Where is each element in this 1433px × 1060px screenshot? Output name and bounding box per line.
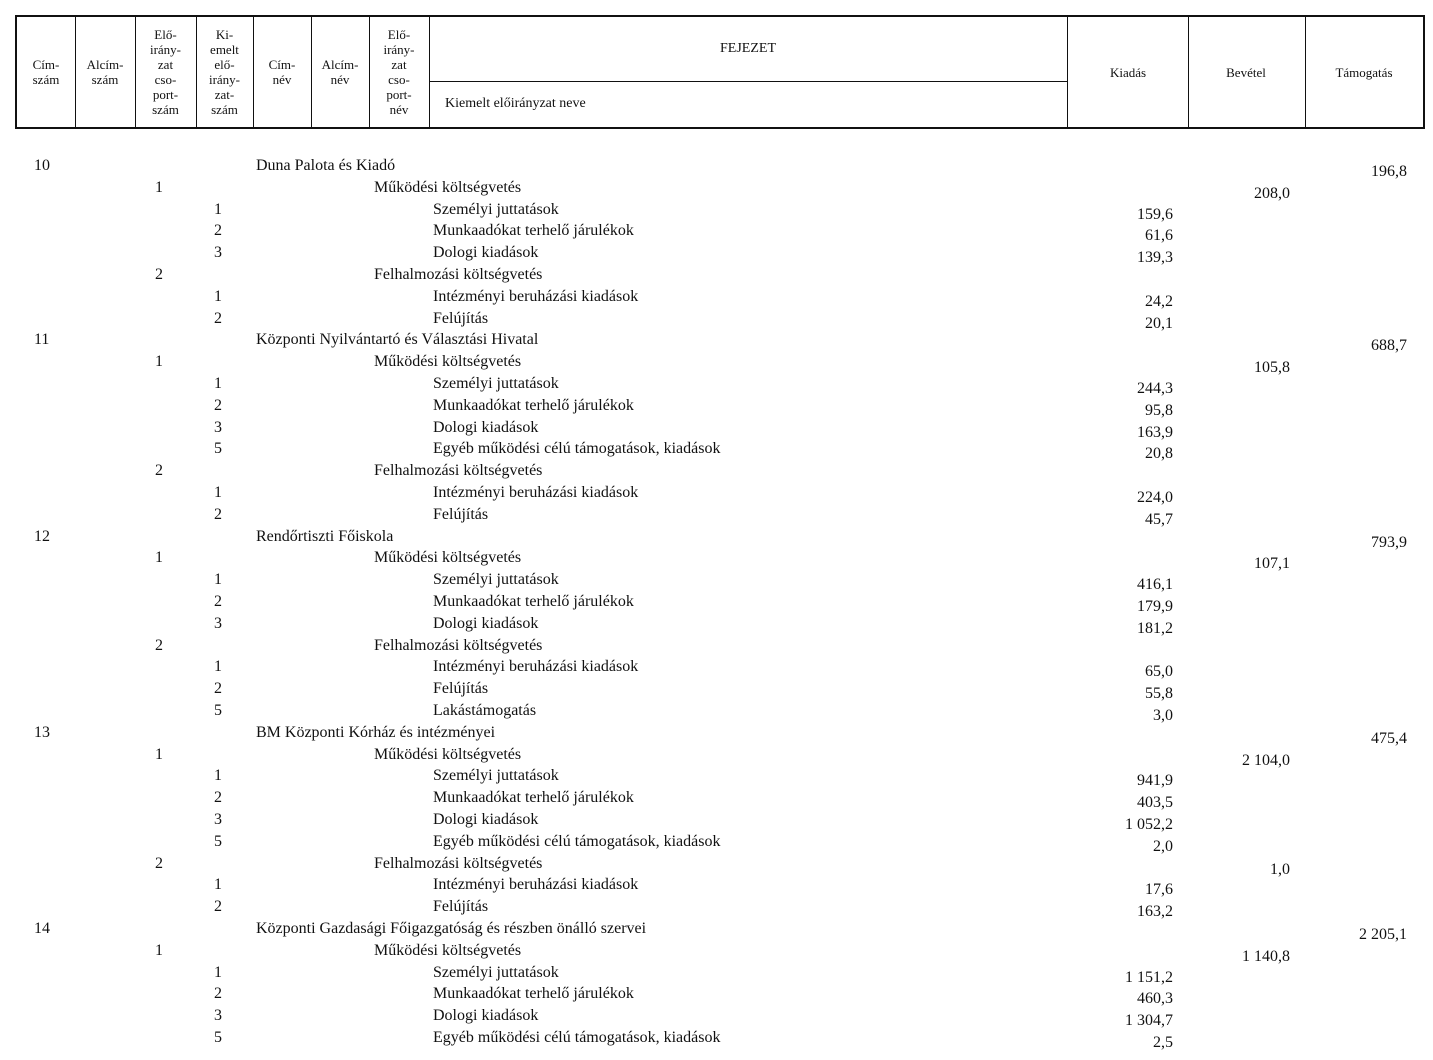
row-kiadas: 181,2 — [1137, 619, 1173, 637]
row-name: Működési költségvetés — [374, 353, 522, 371]
row-kiadas: 163,9 — [1137, 423, 1173, 441]
row-name: Személyi juttatások — [433, 571, 559, 589]
row-kiadas: 139,3 — [1137, 249, 1173, 267]
row-number: 1 — [155, 941, 163, 959]
row-name: Munkaadókat terhelő járulékok — [433, 789, 634, 807]
row-number: 1 — [214, 375, 222, 392]
table-row — [0, 1029, 1433, 1051]
row-kiadas: 224,0 — [1137, 489, 1173, 506]
row-number: 2 — [214, 222, 222, 240]
row-name: Intézményi beruházási kiadások — [433, 484, 639, 501]
row-kiadas: 416,1 — [1137, 576, 1173, 594]
table-row — [0, 789, 1433, 811]
row-name: Intézményi beruházási kiadások — [433, 658, 639, 676]
row-kiadas: 1 151,2 — [1125, 968, 1173, 986]
row-name: Felhalmozási költségvetés — [374, 636, 543, 654]
row-number: 1 — [155, 549, 163, 567]
row-name: BM Központi Kórház és intézményei — [256, 723, 496, 741]
row-name: Egyéb működési célú támogatások, kiadások — [433, 440, 721, 458]
header-kiemelt-eloiranyzat-neve: Kiemelt előirányzat neve — [445, 96, 586, 111]
row-kiadas: 244,3 — [1137, 380, 1173, 397]
table-row — [0, 157, 1433, 179]
row-number: 2 — [214, 898, 222, 916]
table-row — [0, 419, 1433, 441]
row-number: 2 — [214, 309, 222, 327]
table-row — [0, 637, 1433, 659]
row-kiadas: 17,6 — [1145, 881, 1173, 899]
row-name: Intézményi beruházási kiadások — [433, 287, 639, 305]
row-number: 10 — [34, 157, 50, 174]
header-fejezet: FEJEZET — [429, 17, 1067, 82]
table-row — [0, 506, 1433, 528]
table-row — [0, 266, 1433, 288]
row-name: Felhalmozási költségvetés — [374, 462, 543, 480]
row-name: Dologi kiadások — [433, 1007, 539, 1025]
row-name: Egyéb működési célú támogatások, kiadások — [433, 832, 721, 850]
row-name: Központi Gazdasági Főigazgatóság és részben önálló szervei — [256, 920, 647, 937]
row-number: 2 — [214, 505, 222, 523]
row-tamogatas: 2 205,1 — [1359, 926, 1407, 943]
row-number: 1 — [155, 745, 163, 763]
row-number: 3 — [214, 418, 222, 436]
row-number: 2 — [155, 462, 163, 480]
row-kiadas: 460,3 — [1137, 990, 1173, 1008]
row-number: 3 — [214, 811, 222, 828]
table-row — [0, 222, 1433, 244]
table-row — [0, 855, 1433, 877]
table-row — [0, 179, 1433, 201]
row-name: Felhalmozási költségvetés — [374, 854, 543, 872]
row-number: 1 — [214, 200, 222, 218]
row-kiadas: 95,8 — [1145, 401, 1173, 419]
row-name: Központi Nyilvántartó és Választási Hivatal — [256, 331, 539, 349]
table-row — [0, 244, 1433, 266]
row-kiadas: 61,6 — [1145, 227, 1173, 245]
row-name: Felújítás — [433, 309, 489, 327]
row-tamogatas: 196,8 — [1371, 163, 1407, 180]
row-name: Dologi kiadások — [433, 811, 539, 828]
table-row — [0, 658, 1433, 680]
table-row — [0, 375, 1433, 397]
row-bevetel: 105,8 — [1254, 359, 1290, 377]
table-row — [0, 680, 1433, 702]
table-row — [0, 1007, 1433, 1029]
header-cim-nev: Cím- név — [253, 17, 312, 127]
table-row — [0, 353, 1433, 375]
row-number: 1 — [214, 658, 222, 676]
table-row — [0, 964, 1433, 986]
row-number: 14 — [34, 920, 50, 937]
row-tamogatas: 688,7 — [1371, 337, 1407, 355]
row-name: Felújítás — [433, 898, 489, 916]
row-kiadas: 2,0 — [1153, 837, 1173, 855]
row-name: Rendőrtiszti Főiskola — [256, 527, 394, 545]
row-number: 3 — [214, 244, 222, 262]
row-number: 11 — [34, 331, 50, 349]
row-name: Személyi juttatások — [433, 375, 559, 392]
table-row — [0, 331, 1433, 353]
row-number: 1 — [214, 484, 222, 501]
row-name: Egyéb működési célú támogatások, kiadások — [433, 1029, 721, 1046]
header-alcim-szam: Alcím- szám — [75, 17, 136, 127]
table-row — [0, 702, 1433, 724]
row-kiadas: 55,8 — [1145, 685, 1173, 703]
row-name: Személyi juttatások — [433, 200, 559, 218]
row-name: Működési költségvetés — [374, 549, 522, 567]
table-row — [0, 440, 1433, 462]
table-row — [0, 833, 1433, 855]
table-row — [0, 811, 1433, 833]
table-row — [0, 571, 1433, 593]
row-name: Felújítás — [433, 680, 489, 698]
header-alcim-nev: Alcím- név — [311, 17, 370, 127]
header-kiadas: Kiadás — [1067, 17, 1189, 127]
row-number: 1 — [214, 287, 222, 305]
row-name: Működési költségvetés — [374, 178, 522, 196]
row-tamogatas: 793,9 — [1371, 533, 1407, 551]
header-eloiranyzat-csoport-szam: Elő- irány- zat cso- port- szám — [135, 17, 197, 127]
row-number: 1 — [214, 767, 222, 785]
row-number: 12 — [34, 527, 50, 545]
row-kiadas: 2,5 — [1153, 1034, 1173, 1051]
row-kiadas: 24,2 — [1145, 292, 1173, 310]
row-number: 2 — [214, 985, 222, 1003]
table-row — [0, 397, 1433, 419]
row-number: 5 — [214, 440, 222, 458]
row-number: 5 — [214, 1029, 222, 1046]
row-number: 2 — [214, 789, 222, 807]
row-kiadas: 20,8 — [1145, 445, 1173, 463]
row-number: 1 — [155, 353, 163, 371]
row-kiadas: 20,1 — [1145, 314, 1173, 332]
row-number: 5 — [214, 702, 222, 719]
row-number: 2 — [155, 854, 163, 872]
row-number: 2 — [155, 266, 163, 283]
table-row — [0, 920, 1433, 942]
row-name: Dologi kiadások — [433, 614, 539, 632]
table-row — [0, 615, 1433, 637]
row-name: Dologi kiadások — [433, 244, 539, 262]
table-row — [0, 767, 1433, 789]
row-name: Duna Palota és Kiadó — [256, 157, 396, 174]
table-row — [0, 201, 1433, 223]
table-row — [0, 528, 1433, 550]
row-name: Munkaadókat terhelő járulékok — [433, 396, 634, 414]
row-bevetel: 208,0 — [1254, 184, 1290, 202]
row-name: Működési költségvetés — [374, 745, 522, 763]
row-kiadas: 179,9 — [1137, 598, 1173, 615]
table-row — [0, 462, 1433, 484]
table-row — [0, 288, 1433, 310]
row-number: 3 — [214, 1007, 222, 1025]
row-bevetel: 2 104,0 — [1242, 751, 1290, 769]
row-name: Felújítás — [433, 505, 489, 523]
table-row — [0, 484, 1433, 506]
table-row — [0, 985, 1433, 1007]
row-kiadas: 1 304,7 — [1125, 1012, 1173, 1030]
row-name: Működési költségvetés — [374, 941, 522, 959]
table-row — [0, 724, 1433, 746]
row-bevetel: 107,1 — [1254, 555, 1290, 573]
row-kiadas: 159,6 — [1137, 205, 1173, 223]
row-number: 1 — [214, 876, 222, 894]
table-row — [0, 942, 1433, 964]
header-bevetel: Bevétel — [1187, 17, 1306, 127]
row-number: 5 — [214, 832, 222, 850]
row-kiadas: 3,0 — [1153, 707, 1173, 724]
row-kiadas: 65,0 — [1145, 663, 1173, 681]
row-number: 2 — [214, 593, 222, 610]
row-name: Dologi kiadások — [433, 418, 539, 436]
header-eloiranyzat-csoport-nev: Elő- irány- zat cso- port- név — [369, 17, 430, 127]
row-number: 1 — [214, 571, 222, 589]
row-number: 2 — [214, 396, 222, 414]
row-number: 2 — [214, 680, 222, 698]
row-number: 13 — [34, 723, 50, 741]
table-row — [0, 593, 1433, 615]
header-cim-szam: Cím- szám — [17, 17, 76, 127]
table-row — [0, 310, 1433, 332]
row-tamogatas: 475,4 — [1371, 729, 1407, 747]
row-number: 1 — [214, 963, 222, 981]
row-number: 3 — [214, 614, 222, 632]
row-name: Lakástámogatás — [433, 702, 537, 719]
row-name: Felhalmozási költségvetés — [374, 266, 543, 283]
row-number: 1 — [155, 178, 163, 196]
row-name: Személyi juttatások — [433, 767, 559, 785]
row-kiadas: 45,7 — [1145, 510, 1173, 528]
table-row — [0, 898, 1433, 920]
table-row — [0, 549, 1433, 571]
row-number: 2 — [155, 636, 163, 654]
row-kiadas: 403,5 — [1137, 794, 1173, 812]
row-bevetel: 1,0 — [1270, 860, 1290, 878]
row-name: Munkaadókat terhelő járulékok — [433, 985, 634, 1003]
row-kiadas: 1 052,2 — [1125, 816, 1173, 833]
row-kiadas: 941,9 — [1137, 772, 1173, 790]
row-kiadas: 163,2 — [1137, 903, 1173, 921]
table-row — [0, 876, 1433, 898]
row-bevetel: 1 140,8 — [1242, 947, 1290, 965]
table-row — [0, 746, 1433, 768]
row-name: Intézményi beruházási kiadások — [433, 876, 639, 894]
header-kiemelt-eloiranyzat-szam: Ki- emelt elő- irány- zat- szám — [196, 17, 254, 127]
row-name: Munkaadókat terhelő járulékok — [433, 593, 634, 610]
row-name: Személyi juttatások — [433, 963, 559, 981]
row-name: Munkaadókat terhelő járulékok — [433, 222, 634, 240]
header-tamogatas: Támogatás — [1335, 64, 1393, 80]
